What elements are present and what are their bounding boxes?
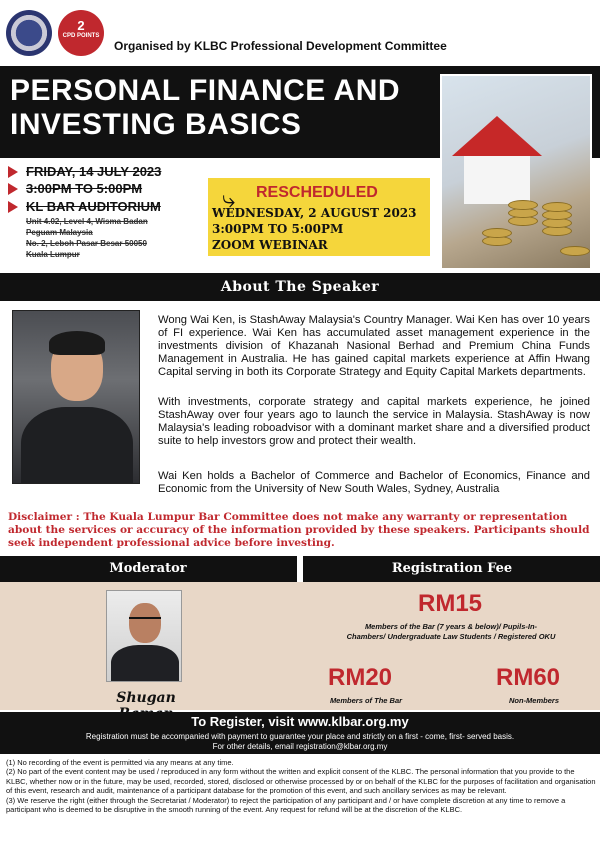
- bullet-icon: [8, 201, 18, 213]
- moderator-fee-header: [0, 556, 600, 582]
- about-speaker-heading: About The Speaker: [0, 273, 600, 301]
- rescheduled-time: 3:00PM TO 5:00PM: [212, 222, 344, 236]
- fee-rm20: RM20: [328, 664, 393, 691]
- original-address-3: No. 2, Leboh Pasar Besar 50050: [26, 239, 147, 248]
- moderator-name: Shugan: [116, 690, 176, 706]
- term-1: (1) No recording of the event is permitted via any means at any time.: [6, 758, 234, 767]
- cpd-number: 2: [77, 18, 85, 33]
- rescheduled-date: WEDNESDAY, 2 AUGUST 2023: [212, 206, 417, 220]
- terms-block: [6, 758, 596, 814]
- moderator-photo: [106, 590, 182, 682]
- original-address-4: Kuala Lumpur: [26, 250, 80, 259]
- original-address-1: Unit 4.02, Level 4, Wisma Badan: [26, 217, 148, 226]
- title-line-1: PERSONAL FINANCE AND: [10, 74, 401, 107]
- house-coins-photo: [440, 74, 592, 270]
- rescheduled-label: RESCHEDULED: [256, 184, 378, 201]
- fee-rm15-note: Members of the Bar (7 years & below)/ Pupils-In-Chambers/ Undergraduate Law Students / Registered OKU: [346, 622, 556, 641]
- bullet-icon: [8, 166, 18, 178]
- curved-arrow-icon: ⤷: [222, 186, 236, 213]
- original-address-2: Peguam Malaysia: [26, 228, 93, 237]
- term-2: (2) No part of the event content may be used / reproduced in any form without the written and explicit consent of the KLBC. The personal information that you provide to the KLBC, whether now or in the future, may be used, recorded, stored, disclosed or otherwise processed by or on behalf of the KLBC for the purposes of facilitation and organisation of this event, research and audit, maintenance of a participant database for the promotion of this event, and such ancillary services as may be relevant.: [6, 767, 596, 796]
- speaker-photo: [12, 310, 140, 484]
- cpd-points-badge: [58, 10, 104, 56]
- fee-rm60: RM60: [496, 664, 561, 691]
- original-date: FRIDAY, 14 JULY 2023: [26, 164, 162, 179]
- original-venue: KL BAR AUDITORIUM: [26, 199, 161, 214]
- speaker-bio-2: With investments, corporate strategy and capital markets experience, he joined StashAway over four years ago to launch the service in Malaysia. StashAway is now Malaysia's leading roboadvisor with a dominant market share and a diversified product suite to help investors grow and protect their wealth.: [158, 396, 590, 447]
- cpd-text: CPD POINTS: [62, 33, 100, 39]
- register-line-1: Registration must be accompanied with payment to guarantee your place and strictly on a first - come, first- served basis.: [85, 732, 515, 741]
- original-time: 3:00PM TO 5:00PM: [26, 181, 143, 196]
- fee-heading: Registration Fee: [391, 561, 513, 576]
- register-title: To Register, visit www.klbar.org.my: [191, 714, 409, 729]
- event-title: [10, 74, 430, 142]
- organiser-text: Organised by KLBC Professional Development Committee: [114, 39, 447, 53]
- speaker-bio-3: Wai Ken holds a Bachelor of Commerce and Bachelor of Economics, Finance and Economic from the University of New South Wales, Sydney, Australia: [158, 470, 590, 495]
- disclaimer-text: Disclaimer : The Kuala Lumpur Bar Committee does not make any warranty or representation about the services or accuracy of the information provided by these speakers. Participants should seek independent professional advice before investing.: [8, 511, 590, 549]
- fee-rm60-note: Non-Members: [508, 696, 559, 705]
- bullet-icon: [8, 183, 18, 195]
- title-line-2: INVESTING BASICS: [10, 108, 302, 141]
- fee-rm20-note: Members of The Bar: [329, 696, 403, 705]
- fee-rm15: RM15: [418, 590, 483, 617]
- register-line-2: For other details, email registration@klbar.org.my: [212, 742, 388, 751]
- klbc-logo: [6, 10, 52, 56]
- moderator-heading: Moderator: [109, 561, 187, 576]
- rescheduled-venue: ZOOM WEBINAR: [212, 238, 328, 252]
- speaker-bio-1: Wong Wai Ken, is StashAway Malaysia's Country Manager. Wai Ken has over 10 years of FI experience. Wai Ken has accumulated asset management experience in the investments division of Khazanah Nasional Berhad and Premium China Funds Management in Australia. He has gained capital markets experience at Affin Hwang Capital serving in both its Corporate Strategy and Equity Capital Markets departments.: [158, 314, 590, 378]
- term-3: (3) We reserve the right (either through the Secretariat / Moderator) to reject the participation of any participant and / or have complete discretion at any time to remove a participant who is deemed to be disruptive in the smooth running of the event. Any request for refund will be at the discretion of the KLBC.: [6, 795, 566, 815]
